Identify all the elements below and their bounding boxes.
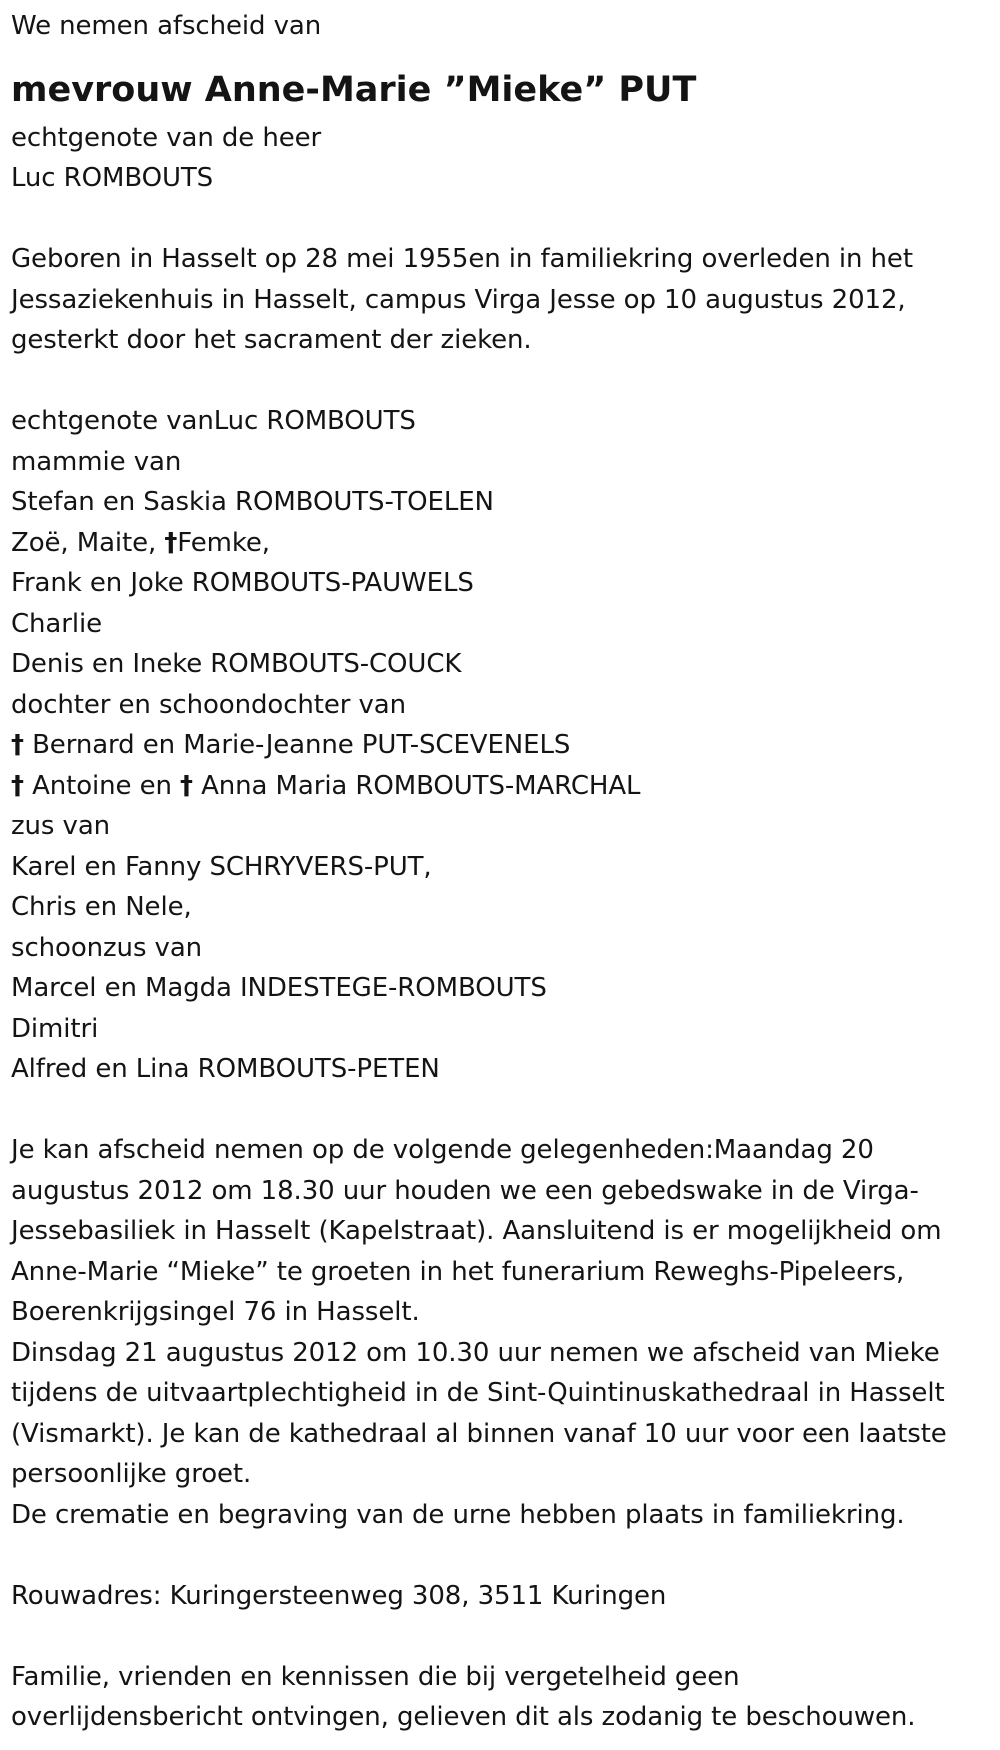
- family-line: [11, 725, 996, 766]
- ceremony-line: Jessebasiliek in Hasselt (Kapelstraat). Aansluitend is er mogelijkheid om: [11, 1216, 942, 1246]
- family-line: Frank en Joke ROMBOUTS-PAUWELS: [11, 568, 474, 598]
- family-line: Dimitri: [11, 1013, 99, 1044]
- closing-line: Familie, vrienden en kennissen die bij vergetelheid geen: [11, 1661, 740, 1692]
- family-line: Marcel en Magda INDESTEGE-ROMBOUTS: [11, 973, 547, 1003]
- cross-icon: †: [11, 730, 24, 760]
- ceremony-line: Je kan afscheid nemen op de volgende gelegenheden:Maandag 20: [11, 1135, 874, 1165]
- birth-line: Geboren in Hasselt op 28 mei 1955en in familiekring overleden in het: [11, 244, 913, 274]
- family-line: Charlie: [11, 608, 102, 639]
- family-line: schoonzus van: [11, 932, 203, 963]
- family-list: [11, 401, 996, 1090]
- cross-icon: †: [164, 527, 178, 558]
- family-line: mammie van: [11, 446, 182, 477]
- family-line: [11, 766, 996, 807]
- spacer: [11, 199, 996, 240]
- ceremony-paragraph: [11, 1130, 996, 1535]
- closing-line: overlijdensbericht ontvingen, gelieven dit als zodanig te beschouwen.: [11, 1702, 916, 1732]
- family-line: dochter en schoondochter van: [11, 689, 407, 720]
- birth-paragraph: [11, 239, 996, 361]
- family-line: Stefan en Saskia ROMBOUTS-TOELEN: [11, 487, 494, 517]
- ceremony-line: augustus 2012 om 18.30 uur houden we een gebedswake in de Virga-: [11, 1175, 919, 1206]
- ceremony-line: Boerenkrijgsingel 76 in Hasselt.: [11, 1297, 420, 1327]
- family-line: [11, 523, 996, 564]
- ceremony-line: Anne-Marie “Mieke” te groeten in het funerarium Reweghs-Pipeleers,: [11, 1256, 905, 1287]
- spouse-intro: echtgenote van de heer: [11, 122, 322, 153]
- family-line-part: Zoë, Maite,: [11, 527, 165, 558]
- ceremony-line: persoonlijke groet.: [11, 1459, 252, 1489]
- ceremony-line: Dinsdag 21 augustus 2012 om 10.30 uur nemen we afscheid van Mieke: [11, 1337, 940, 1368]
- spacer: [11, 1535, 996, 1576]
- obituary-notice: [11, 6, 996, 1738]
- mourning-address: Rouwadres: Kuringersteenweg 308, 3511 Kuringen: [11, 1580, 667, 1611]
- family-line-part: Anna Maria ROMBOUTS-MARCHAL: [192, 770, 641, 801]
- ceremony-line: De crematie en begraving van de urne hebben plaats in familiekring.: [11, 1499, 905, 1530]
- ceremony-line: (Vismarkt). Je kan de kathedraal al binnen vanaf 10 uur voor een laatste: [11, 1418, 947, 1449]
- spacer: [11, 1090, 996, 1131]
- family-line: echtgenote vanLuc ROMBOUTS: [11, 406, 416, 436]
- closing-paragraph: [11, 1657, 996, 1738]
- spacer: [11, 1616, 996, 1657]
- family-line: Karel en Fanny SCHRYVERS-PUT,: [11, 851, 432, 882]
- family-line: zus van: [11, 811, 111, 841]
- family-line-part: Femke,: [177, 527, 270, 558]
- birth-line: gesterkt door het sacrament der zieken.: [11, 325, 532, 355]
- family-line: Denis en Ineke ROMBOUTS-COUCK: [11, 649, 462, 679]
- cross-icon: †: [11, 770, 24, 801]
- family-line: Alfred en Lina ROMBOUTS-PETEN: [11, 1054, 440, 1084]
- intro-line: We nemen afscheid van: [11, 11, 322, 41]
- spacer: [11, 361, 996, 402]
- family-line: Chris en Nele,: [11, 892, 192, 922]
- ceremony-line: tijdens de uitvaartplechtigheid in de Sint-Quintinuskathedraal in Hasselt: [11, 1378, 945, 1408]
- family-line-part: Antoine en: [23, 770, 181, 801]
- deceased-name: mevrouw Anne-Marie ”Mieke” PUT: [11, 69, 697, 110]
- family-line-part: Bernard en Marie-Jeanne PUT-SCEVENELS: [23, 730, 571, 760]
- birth-line: Jessaziekenhuis in Hasselt, campus Virga Jesse op 10 augustus 2012,: [11, 284, 906, 315]
- spouse-name: Luc ROMBOUTS: [11, 163, 214, 193]
- cross-icon: †: [180, 770, 193, 801]
